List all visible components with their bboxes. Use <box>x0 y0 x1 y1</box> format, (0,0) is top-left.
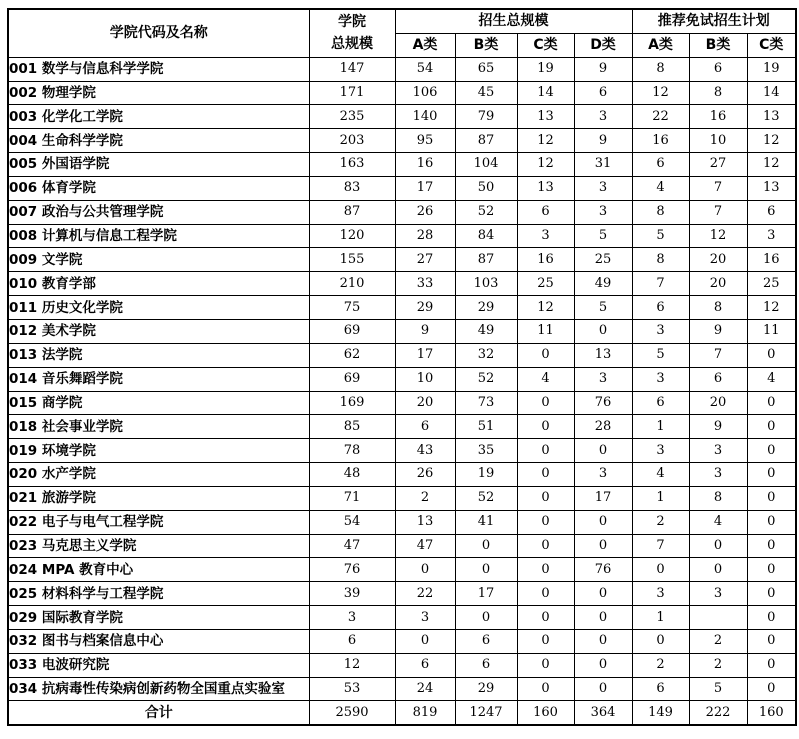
cell-enroll-b: 87 <box>455 129 517 153</box>
cell-enroll-d: 3 <box>574 463 632 487</box>
college-name: 006 体育学院 <box>8 176 309 200</box>
cell-enroll-a: 140 <box>395 105 455 129</box>
cell-enroll-c: 13 <box>517 176 574 200</box>
cell-recommend-a: 8 <box>632 200 689 224</box>
cell-recommend-b: 7 <box>689 200 747 224</box>
cell-enroll-b: 0 <box>455 558 517 582</box>
table-row <box>8 57 796 81</box>
cell-enroll-c: 0 <box>517 510 574 534</box>
cell-enroll-b: 29 <box>455 296 517 320</box>
college-name: 034 抗病毒性传染病创新药物全国重点实验室 <box>8 677 309 701</box>
cell-recommend-a: 8 <box>632 248 689 272</box>
cell-enroll-c: 4 <box>517 367 574 391</box>
cell-enroll-a: 17 <box>395 343 455 367</box>
cell-enroll-d: 0 <box>574 510 632 534</box>
table-row <box>8 582 796 606</box>
cell-recommend-a: 3 <box>632 439 689 463</box>
cell-scale: 87 <box>309 200 395 224</box>
cell-recommend-b: 16 <box>689 105 747 129</box>
cell-enroll-b: 52 <box>455 200 517 224</box>
cell-recommend-a: 4 <box>632 176 689 200</box>
cell-recommend-c: 12 <box>747 153 796 177</box>
college-name: 007 政治与公共管理学院 <box>8 200 309 224</box>
cell-enroll-a: 33 <box>395 272 455 296</box>
cell-recommend-c: 13 <box>747 176 796 200</box>
cell-enroll-d: 49 <box>574 272 632 296</box>
table-footer <box>8 701 796 725</box>
table-row <box>8 439 796 463</box>
cell-enroll-c: 25 <box>517 272 574 296</box>
cell-recommend-b <box>689 606 747 630</box>
college-name: 009 文学院 <box>8 248 309 272</box>
cell-enroll-b: 45 <box>455 81 517 105</box>
table-row <box>8 153 796 177</box>
cell-scale: 62 <box>309 343 395 367</box>
cell-enroll-b: 73 <box>455 391 517 415</box>
cell-enroll-d: 31 <box>574 153 632 177</box>
cell-recommend-c: 11 <box>747 319 796 343</box>
cell-scale: 69 <box>309 319 395 343</box>
cell-enroll-d: 0 <box>574 677 632 701</box>
cell-recommend-c: 16 <box>747 248 796 272</box>
table-row <box>8 129 796 153</box>
cell-recommend-a: 6 <box>632 153 689 177</box>
cell-recommend-c: 0 <box>747 534 796 558</box>
cell-enroll-c: 19 <box>517 57 574 81</box>
cell-enroll-d: 9 <box>574 129 632 153</box>
table-row <box>8 606 796 630</box>
total-scale-line2: 总规模 <box>331 36 373 53</box>
cell-enroll-d: 0 <box>574 629 632 653</box>
cell-enroll-a: 17 <box>395 176 455 200</box>
cell-recommend-b: 7 <box>689 343 747 367</box>
header-row-1 <box>8 9 796 33</box>
college-name: 005 外国语学院 <box>8 153 309 177</box>
cell-recommend-b: 10 <box>689 129 747 153</box>
cell-enroll-d: 9 <box>574 57 632 81</box>
cell-recommend-c: 0 <box>747 343 796 367</box>
cell-enroll-c: 0 <box>517 391 574 415</box>
cell-recommend-a: 7 <box>632 534 689 558</box>
cell-enroll-a: 0 <box>395 558 455 582</box>
cell-recommend-a: 1 <box>632 415 689 439</box>
cell-enroll-b: 87 <box>455 248 517 272</box>
cell-enroll-a: 16 <box>395 153 455 177</box>
cell-recommend-b: 20 <box>689 391 747 415</box>
college-name: 033 电波研究院 <box>8 653 309 677</box>
college-name: 018 社会事业学院 <box>8 415 309 439</box>
cell-enroll-a: 106 <box>395 81 455 105</box>
cell-recommend-a: 3 <box>632 367 689 391</box>
cell-enroll-b: 41 <box>455 510 517 534</box>
cell-recommend-a: 6 <box>632 677 689 701</box>
enroll-cat-d-header: D类 <box>574 33 632 57</box>
college-name: 032 图书与档案信息中心 <box>8 629 309 653</box>
cell-enroll-d: 76 <box>574 391 632 415</box>
cell-recommend-b: 9 <box>689 319 747 343</box>
table-row <box>8 296 796 320</box>
cell-scale: 6 <box>309 629 395 653</box>
cell-enroll-a: 20 <box>395 391 455 415</box>
cell-enroll-d: 28 <box>574 415 632 439</box>
cell-enroll-d: 3 <box>574 176 632 200</box>
cell-enroll-c: 14 <box>517 81 574 105</box>
cell-enroll-b: 17 <box>455 582 517 606</box>
cell-scale: 76 <box>309 558 395 582</box>
cell-enroll-c: 0 <box>517 463 574 487</box>
cell-recommend-b: 0 <box>689 558 747 582</box>
college-name: 021 旅游学院 <box>8 486 309 510</box>
cell-recommend-c: 0 <box>747 391 796 415</box>
cell-enroll-a: 10 <box>395 367 455 391</box>
table-row <box>8 272 796 296</box>
cell-enroll-d: 13 <box>574 343 632 367</box>
cell-recommend-c: 0 <box>747 606 796 630</box>
table-row <box>8 486 796 510</box>
cell-recommend-c: 0 <box>747 582 796 606</box>
total-row <box>8 701 796 725</box>
total-cell-recommend-b: 222 <box>689 701 747 725</box>
cell-enroll-d: 5 <box>574 296 632 320</box>
cell-enroll-a: 95 <box>395 129 455 153</box>
enroll-cat-b-header: B类 <box>455 33 517 57</box>
cell-scale: 147 <box>309 57 395 81</box>
cell-scale: 203 <box>309 129 395 153</box>
cell-enroll-c: 0 <box>517 653 574 677</box>
cell-scale: 83 <box>309 176 395 200</box>
total-cell-enroll-a: 819 <box>395 701 455 725</box>
cell-recommend-b: 9 <box>689 415 747 439</box>
cell-recommend-b: 6 <box>689 57 747 81</box>
cell-recommend-c: 4 <box>747 367 796 391</box>
cell-enroll-c: 6 <box>517 200 574 224</box>
cell-enroll-b: 29 <box>455 677 517 701</box>
table-row <box>8 653 796 677</box>
cell-recommend-c: 0 <box>747 439 796 463</box>
cell-recommend-b: 6 <box>689 367 747 391</box>
cell-recommend-a: 3 <box>632 582 689 606</box>
cell-enroll-a: 22 <box>395 582 455 606</box>
cell-enroll-d: 0 <box>574 606 632 630</box>
cell-enroll-b: 6 <box>455 653 517 677</box>
college-name: 003 化学化工学院 <box>8 105 309 129</box>
cell-enroll-b: 65 <box>455 57 517 81</box>
college-name: 012 美术学院 <box>8 319 309 343</box>
table-row <box>8 391 796 415</box>
cell-recommend-c: 0 <box>747 463 796 487</box>
cell-recommend-a: 7 <box>632 272 689 296</box>
cell-enroll-b: 50 <box>455 176 517 200</box>
cell-recommend-a: 0 <box>632 558 689 582</box>
cell-recommend-b: 7 <box>689 176 747 200</box>
college-name: 024 MPA 教育中心 <box>8 558 309 582</box>
cell-enroll-c: 0 <box>517 415 574 439</box>
cell-scale: 163 <box>309 153 395 177</box>
cell-recommend-a: 5 <box>632 343 689 367</box>
total-cell-enroll-d: 364 <box>574 701 632 725</box>
cell-scale: 78 <box>309 439 395 463</box>
cell-recommend-b: 8 <box>689 81 747 105</box>
recommend-cat-a-header: A类 <box>632 33 689 57</box>
cell-enroll-b: 19 <box>455 463 517 487</box>
cell-scale: 155 <box>309 248 395 272</box>
cell-enroll-d: 5 <box>574 224 632 248</box>
cell-recommend-c: 14 <box>747 81 796 105</box>
total-scale-line1: 学院 <box>338 14 366 31</box>
college-name: 029 国际教育学院 <box>8 606 309 630</box>
cell-scale: 85 <box>309 415 395 439</box>
cell-recommend-a: 16 <box>632 129 689 153</box>
cell-enroll-a: 0 <box>395 629 455 653</box>
cell-enroll-a: 28 <box>395 224 455 248</box>
cell-recommend-c: 0 <box>747 653 796 677</box>
table-row <box>8 343 796 367</box>
cell-scale: 12 <box>309 653 395 677</box>
table-row <box>8 200 796 224</box>
college-name: 023 马克思主义学院 <box>8 534 309 558</box>
table-row <box>8 224 796 248</box>
cell-enroll-a: 43 <box>395 439 455 463</box>
cell-recommend-a: 2 <box>632 653 689 677</box>
cell-enroll-a: 26 <box>395 463 455 487</box>
cell-recommend-c: 12 <box>747 129 796 153</box>
cell-enroll-d: 17 <box>574 486 632 510</box>
cell-recommend-a: 2 <box>632 510 689 534</box>
college-name: 019 环境学院 <box>8 439 309 463</box>
total-label: 合计 <box>8 701 309 725</box>
table-row <box>8 677 796 701</box>
cell-enroll-b: 104 <box>455 153 517 177</box>
total-cell-recommend-a: 149 <box>632 701 689 725</box>
cell-scale: 171 <box>309 81 395 105</box>
cell-recommend-b: 3 <box>689 439 747 463</box>
cell-enroll-c: 12 <box>517 129 574 153</box>
table-row <box>8 248 796 272</box>
total-cell-recommend-c: 160 <box>747 701 796 725</box>
recommend-cat-c-header: C类 <box>747 33 796 57</box>
table-row <box>8 558 796 582</box>
college-name: 020 水产学院 <box>8 463 309 487</box>
college-name: 010 教育学部 <box>8 272 309 296</box>
cell-recommend-b: 8 <box>689 486 747 510</box>
cell-scale: 54 <box>309 510 395 534</box>
cell-recommend-c: 0 <box>747 486 796 510</box>
cell-recommend-b: 8 <box>689 296 747 320</box>
cell-scale: 71 <box>309 486 395 510</box>
cell-recommend-c: 0 <box>747 558 796 582</box>
cell-enroll-b: 52 <box>455 486 517 510</box>
cell-enroll-d: 3 <box>574 200 632 224</box>
cell-recommend-c: 3 <box>747 224 796 248</box>
cell-enroll-d: 3 <box>574 105 632 129</box>
recommend-group-header: 推荐免试招生计划 <box>632 9 796 33</box>
cell-recommend-b: 20 <box>689 248 747 272</box>
cell-enroll-b: 32 <box>455 343 517 367</box>
cell-recommend-b: 27 <box>689 153 747 177</box>
cell-recommend-b: 5 <box>689 677 747 701</box>
college-name: 015 商学院 <box>8 391 309 415</box>
cell-enroll-a: 54 <box>395 57 455 81</box>
cell-scale: 75 <box>309 296 395 320</box>
cell-enroll-a: 26 <box>395 200 455 224</box>
cell-enroll-a: 24 <box>395 677 455 701</box>
cell-enroll-a: 29 <box>395 296 455 320</box>
cell-recommend-a: 1 <box>632 606 689 630</box>
cell-scale: 3 <box>309 606 395 630</box>
table-row <box>8 105 796 129</box>
cell-recommend-b: 3 <box>689 463 747 487</box>
total-cell-scale: 2590 <box>309 701 395 725</box>
cell-scale: 48 <box>309 463 395 487</box>
cell-enroll-c: 13 <box>517 105 574 129</box>
cell-recommend-b: 2 <box>689 653 747 677</box>
table-header <box>8 9 796 57</box>
college-name: 011 历史文化学院 <box>8 296 309 320</box>
table-row <box>8 629 796 653</box>
cell-enroll-d: 3 <box>574 367 632 391</box>
college-name: 022 电子与电气工程学院 <box>8 510 309 534</box>
cell-recommend-a: 3 <box>632 319 689 343</box>
total-scale-header <box>309 9 395 57</box>
college-header: 学院代码及名称 <box>8 9 309 57</box>
cell-enroll-b: 84 <box>455 224 517 248</box>
cell-enroll-c: 0 <box>517 558 574 582</box>
cell-enroll-c: 0 <box>517 677 574 701</box>
enrollment-table-container <box>7 8 797 726</box>
cell-enroll-a: 6 <box>395 415 455 439</box>
cell-enroll-d: 0 <box>574 534 632 558</box>
cell-recommend-c: 13 <box>747 105 796 129</box>
cell-recommend-b: 2 <box>689 629 747 653</box>
cell-recommend-b: 12 <box>689 224 747 248</box>
cell-enroll-c: 12 <box>517 153 574 177</box>
cell-recommend-b: 0 <box>689 534 747 558</box>
cell-enroll-a: 27 <box>395 248 455 272</box>
cell-enroll-d: 76 <box>574 558 632 582</box>
cell-enroll-d: 0 <box>574 319 632 343</box>
college-name: 025 材料科学与工程学院 <box>8 582 309 606</box>
cell-scale: 69 <box>309 367 395 391</box>
cell-recommend-a: 12 <box>632 81 689 105</box>
cell-scale: 169 <box>309 391 395 415</box>
cell-recommend-a: 4 <box>632 463 689 487</box>
table-row <box>8 176 796 200</box>
cell-enroll-b: 79 <box>455 105 517 129</box>
cell-enroll-a: 2 <box>395 486 455 510</box>
table-row <box>8 510 796 534</box>
cell-enroll-d: 0 <box>574 439 632 463</box>
cell-recommend-b: 3 <box>689 582 747 606</box>
cell-recommend-a: 5 <box>632 224 689 248</box>
cell-enroll-b: 52 <box>455 367 517 391</box>
cell-enroll-d: 25 <box>574 248 632 272</box>
total-cell-enroll-b: 1247 <box>455 701 517 725</box>
college-name: 002 物理学院 <box>8 81 309 105</box>
recommend-cat-b-header: B类 <box>689 33 747 57</box>
cell-enroll-c: 0 <box>517 486 574 510</box>
table-row <box>8 81 796 105</box>
enrollment-table <box>7 8 797 726</box>
cell-recommend-c: 0 <box>747 510 796 534</box>
cell-recommend-c: 12 <box>747 296 796 320</box>
cell-enroll-c: 16 <box>517 248 574 272</box>
enroll-cat-c-header: C类 <box>517 33 574 57</box>
cell-enroll-d: 0 <box>574 582 632 606</box>
cell-recommend-a: 6 <box>632 296 689 320</box>
table-body <box>8 57 796 701</box>
cell-enroll-b: 49 <box>455 319 517 343</box>
cell-recommend-a: 1 <box>632 486 689 510</box>
cell-enroll-c: 3 <box>517 224 574 248</box>
cell-enroll-c: 0 <box>517 629 574 653</box>
cell-enroll-a: 6 <box>395 653 455 677</box>
cell-enroll-b: 103 <box>455 272 517 296</box>
cell-recommend-a: 22 <box>632 105 689 129</box>
cell-recommend-c: 0 <box>747 629 796 653</box>
cell-enroll-d: 0 <box>574 653 632 677</box>
cell-enroll-b: 0 <box>455 606 517 630</box>
cell-scale: 120 <box>309 224 395 248</box>
cell-enroll-d: 6 <box>574 81 632 105</box>
table-row <box>8 463 796 487</box>
cell-enroll-b: 35 <box>455 439 517 463</box>
cell-recommend-a: 6 <box>632 391 689 415</box>
cell-scale: 53 <box>309 677 395 701</box>
cell-enroll-c: 0 <box>517 606 574 630</box>
table-row <box>8 534 796 558</box>
cell-enroll-a: 3 <box>395 606 455 630</box>
enroll-cat-a-header: A类 <box>395 33 455 57</box>
college-name: 008 计算机与信息工程学院 <box>8 224 309 248</box>
cell-scale: 210 <box>309 272 395 296</box>
cell-scale: 39 <box>309 582 395 606</box>
cell-enroll-b: 51 <box>455 415 517 439</box>
table-row <box>8 367 796 391</box>
enrollment-group-header: 招生总规模 <box>395 9 632 33</box>
cell-recommend-b: 20 <box>689 272 747 296</box>
college-name: 001 数学与信息科学学院 <box>8 57 309 81</box>
cell-recommend-c: 25 <box>747 272 796 296</box>
cell-recommend-a: 8 <box>632 57 689 81</box>
cell-recommend-a: 0 <box>632 629 689 653</box>
total-cell-enroll-c: 160 <box>517 701 574 725</box>
cell-enroll-c: 12 <box>517 296 574 320</box>
cell-scale: 235 <box>309 105 395 129</box>
table-row <box>8 319 796 343</box>
cell-enroll-c: 0 <box>517 582 574 606</box>
college-name: 014 音乐舞蹈学院 <box>8 367 309 391</box>
cell-enroll-c: 11 <box>517 319 574 343</box>
cell-recommend-c: 0 <box>747 677 796 701</box>
cell-enroll-c: 0 <box>517 439 574 463</box>
cell-recommend-c: 6 <box>747 200 796 224</box>
cell-enroll-c: 0 <box>517 534 574 558</box>
college-name: 013 法学院 <box>8 343 309 367</box>
cell-enroll-a: 13 <box>395 510 455 534</box>
cell-enroll-b: 6 <box>455 629 517 653</box>
cell-enroll-b: 0 <box>455 534 517 558</box>
college-name: 004 生命科学学院 <box>8 129 309 153</box>
cell-enroll-c: 0 <box>517 343 574 367</box>
cell-recommend-c: 0 <box>747 415 796 439</box>
table-row <box>8 415 796 439</box>
cell-recommend-b: 4 <box>689 510 747 534</box>
cell-scale: 47 <box>309 534 395 558</box>
cell-recommend-c: 19 <box>747 57 796 81</box>
cell-enroll-a: 47 <box>395 534 455 558</box>
cell-enroll-a: 9 <box>395 319 455 343</box>
